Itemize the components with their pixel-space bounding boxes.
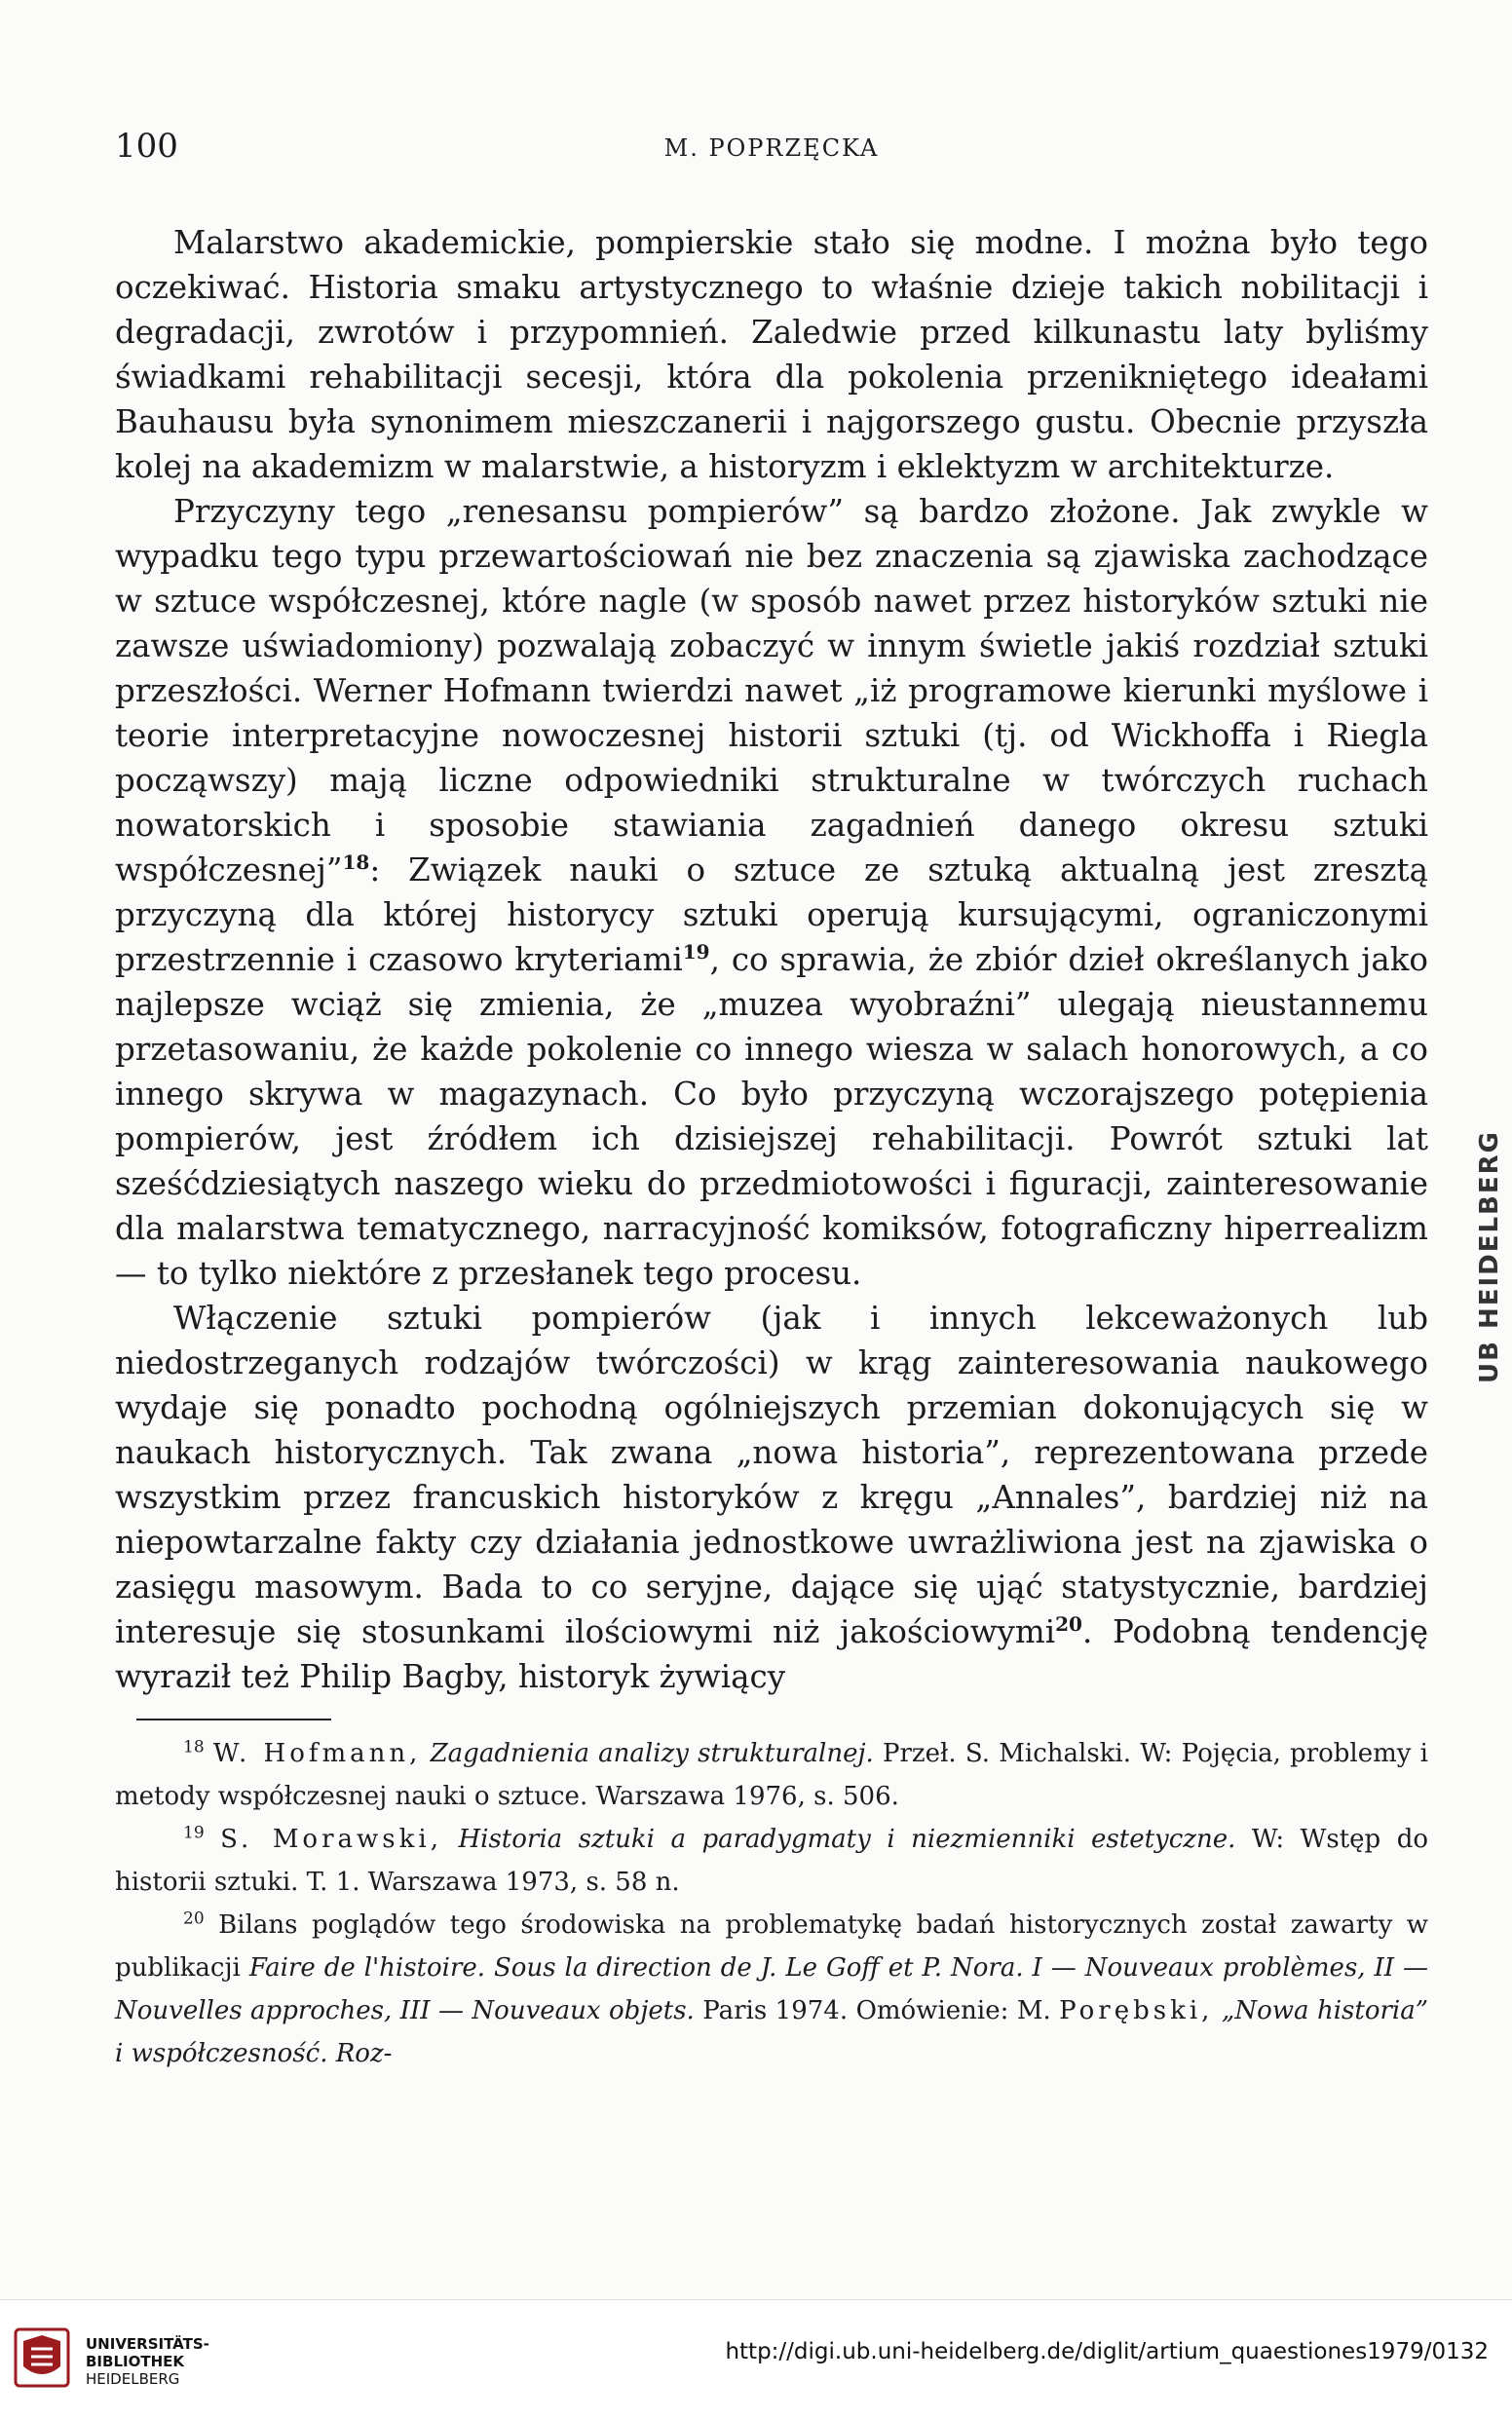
footnote-text: Przeł. S. Michalski. W: Pojęcia, problemy i metody współczesnej nauki o sztuce. Warszawa 1976, s. 506.: [115, 1739, 1428, 1811]
page-number: 100: [115, 127, 178, 166]
footnote-title: Faire de l'histoire. Sous la direction de J. Le Goff et P. Nora. I — Nouveaux problèmes, II — Nouvelles approches, III — Nouveaux objets.: [115, 1953, 1429, 2025]
footnote-title: Zagadnienia analizy strukturalnej.: [430, 1739, 874, 1768]
footnote-author: S. Morawski,: [220, 1825, 442, 1854]
footnote-author: W. Hofmann,: [212, 1739, 422, 1768]
footnote-author: Porębski,: [1059, 1996, 1214, 2025]
footnote-20: [115, 1904, 1428, 2075]
library-stamp: UB HEIDELBERG: [1475, 1130, 1504, 1384]
footnote-19: [115, 1818, 1428, 1904]
footnote-number: 18: [183, 1737, 205, 1758]
paragraph-2: [115, 489, 1428, 1296]
institution-line-1: UNIVERSITÄTS-: [86, 2335, 209, 2353]
institution-name: [86, 2335, 209, 2388]
footnote-ref-20[interactable]: 20: [1055, 1612, 1082, 1637]
footnote-ref-19[interactable]: 19: [682, 940, 710, 964]
paragraph-3-part-a: Włączenie sztuki pompierów (jak i innych lekceważonych lub niedostrzeganych rodzajów twórczości) w krąg zainteresowania naukowego wydaje się ponadto pochodną ogólniejszych przemian dokonujących się w naukach historycznych. Tak zwana „nowa historia”, reprezentowana przede wszystkim przez francuskich historyków z kręgu „Annales”, bardziej niż na niepowtarzalne fakty czy działania jednostkowe uwrażliwiona jest na zjawiska o zasięgu masowym. Bada to co seryjne, dające się ująć statystycznie, bardziej interesuje się stosunkami ilościowymi niż jakościowymi: [115, 1300, 1428, 1650]
page-header: [115, 127, 1428, 175]
paragraph-3: [115, 1296, 1428, 1699]
footnote-text: Paris 1974. Omówienie: M.: [694, 1996, 1060, 2025]
footnote-divider: [136, 1719, 331, 1720]
paragraph-2-part-c: , co sprawia, że zbiór dzieł określanych jako najlepsze wciąż się zmienia, że „muzea wyobraźni” ulegają nieustannemu przetasowaniu, że każde pokolenie co innego wiesza w salach honorowych, a co innego skrywa w magazynach. Co było przyczyną wczorajszego potępienia pompierów, jest źródłem ich dzisiejszej rehabilitacji. Powrót sztuki lat sześćdziesiątych naszego wieku do przedmiotowości i figuracji, zainteresowanie dla malarstwa tematycznego, narracyjność komiksów, fotograficzny hiperrealizm — to tylko niektóre z przesłanek tego procesu.: [115, 941, 1428, 1292]
footnote-ref-18[interactable]: 18: [342, 850, 370, 875]
institution-line-2: BIBLIOTHEK: [86, 2353, 184, 2370]
paragraph-2-part-a: Przyczyny tego „renesansu pompierów” są bardzo złożone. Jak zwykle w wypadku tego typu przewartościowań nie bez znaczenia są zjawiska zachodzące w sztuce współczesnej, które nagle (w sposób nawet przez historyków sztuki nie zawsze uświadomiony) pozwalają zobaczyć w innym świetle jakiś rozdział sztuki przeszłości. Werner Hofmann twierdzi nawet „iż programowe kierunki myślowe i teorie interpretacyjne nowoczesnej historii sztuki (tj. od Wickhoffa i Riegla począwszy) mają liczne odpowiedniki strukturalne w twórczych ruchach nowatorskich i sposobie stawiania zagadnień danego okresu sztuki współczesnej”: [115, 493, 1428, 888]
body-text: [115, 220, 1428, 2075]
paragraph-1: Malarstwo akademickie, pompierskie stało się modne. I można było tego oczekiwać. Historia smaku artystycznego to właśnie dzieje takich nobilitacji i degradacji, zwrotów i przypomnień. Zaledwie przed kilkunastu laty byliśmy świadkami rehabilitacji secesji, która dla pokolenia przenikniętego ideałami Bauhausu była synonimem mieszczanerii i najgorszego gustu. Obecnie przyszła kolej na akademizm w malarstwie, a historyzm i eklektyzm w architekturze.: [115, 224, 1428, 485]
paragraph-3-part-b: . Podobną tendencję wyraził też Philip Bagby, historyk żywiący: [115, 1613, 1428, 1695]
footnote-text: W: Wstęp do historii sztuki. T. 1. Warszawa 1973, s. 58 n.: [115, 1825, 1429, 1897]
running-head: M. POPRZĘCKA: [663, 134, 880, 162]
university-logo-icon[interactable]: [14, 2327, 70, 2388]
digital-library-footer: [0, 2299, 1512, 2419]
footnotes: [115, 1732, 1428, 2075]
footnote-18: [115, 1732, 1428, 1818]
paragraph-2-part-b: : Związek nauki o sztuce ze sztuką aktualną jest zresztą przyczyną dla której historycy sztuki operują kursującymi, ograniczonymi przestrzennie i czasowo kryteriami: [115, 851, 1428, 978]
footnote-title: Historia sztuki a paradygmaty i niezmienniki estetyczne.: [458, 1825, 1236, 1854]
source-url-link[interactable]: http://digi.ub.uni-heidelberg.de/diglit/artium_quaestiones1979/0132: [725, 2339, 1489, 2364]
institution-line-3: HEIDELBERG: [86, 2370, 180, 2388]
footnote-title: „Nowa historia” i współczesność. Roz-: [115, 1996, 1429, 2068]
footnote-text: Bilans poglądów tego środowiska na problematykę badań historycznych został zawarty w publikacji: [115, 1910, 1429, 1983]
footnote-number: 20: [183, 1909, 205, 1929]
footnote-number: 19: [183, 1823, 205, 1843]
